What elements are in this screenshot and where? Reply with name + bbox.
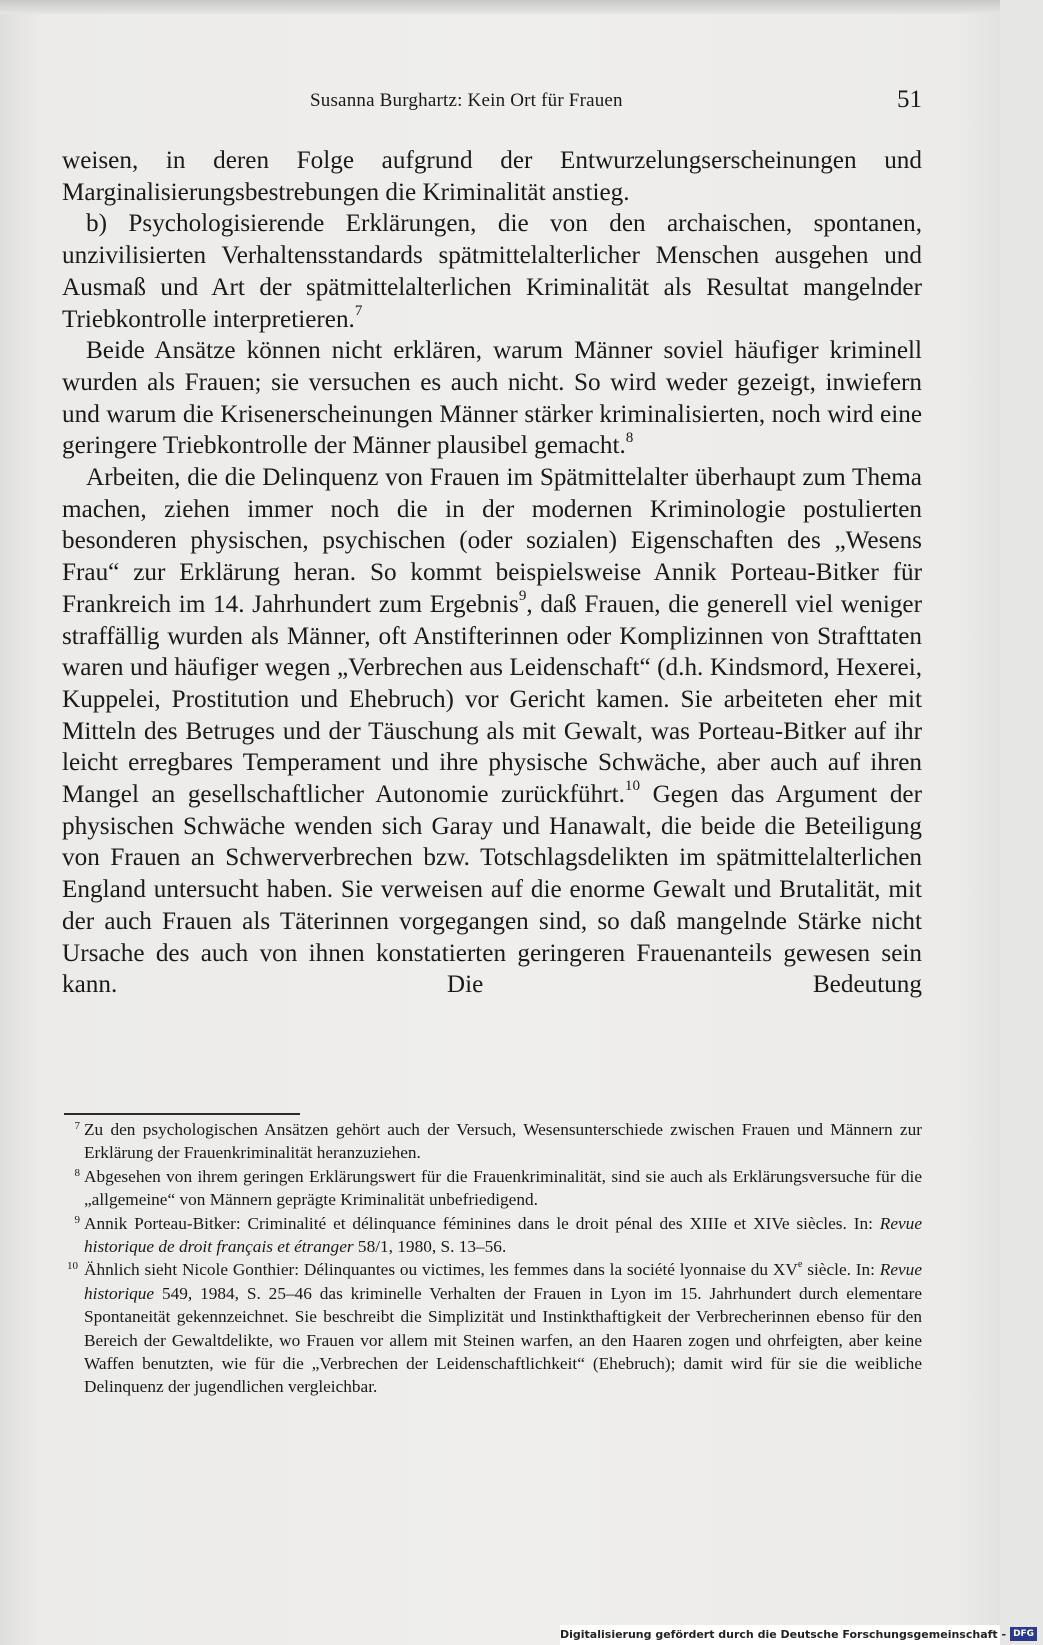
paragraph-3 [62,335,922,462]
paragraph-2-text: b) Psychologisierende Erklärungen, die von den archaischen, spontanen, unzivilisierten Verhaltensstandards spätmittelalterlicher Menschen ausgehen und Ausmaß und Art der spätmittelalterlichen Kriminalität als Resultat mangelnder Triebkontrolle interpretieren. [62,210,922,333]
footnote-ref-7: 7 [354,302,363,319]
footnote-10 [62,1258,922,1398]
footnote-text: 549, 1984, S. 25–46 das kriminelle Verhalten der Frauen in Lyon im 15. Jahrhundert durch elementare Spontaneität gekennzeichnet. Sie beschreibt die Simplizität und Instinkthaftigkeit der Verbrecherinnen ebenso für den Bereich der Gewaltdelikte, wo Frauen vor allem mit Steinen warfen, an den Haaren zogen und ohrfeigten, aber keine Waffen benutzten, wie für die „Verbrechen der Leidenschaftlichkeit“ (Ehebruch); damit wird für sie die weibliche Delinquenz der jugendlichen vergleichbar. [84,1283,922,1397]
footnotes [62,1118,922,1399]
paragraph-2 [62,208,922,335]
footnote-7 [62,1118,922,1165]
paragraph-1 [62,145,922,208]
paragraph-4 [62,462,922,1001]
footnote-text: Abgesehen von ihrem geringen Erklärungswert für die Frauenkriminalität, sind sie auch als Erklärungsversuche für die „allgemeine“ von Männern geprägte Kriminalität unbefriedigend. [84,1166,922,1210]
footnote-ref-10: 10 [624,778,641,795]
footer-text: Digitalisierung gefördert durch die Deutsche Forschungsgemeinschaft - [560,1628,1007,1641]
footnote-text: Zu den psychologischen Ansätzen gehört auch der Versuch, Wesensunterschiede zwischen Frauen und Männern zur Erklärung der Frauenkriminalität heranzuziehen. [84,1120,922,1163]
footnote-text: 58/1, 1980, S. 13–56. [353,1237,507,1257]
page-number: 51 [897,86,922,113]
digitization-footer [560,1625,1035,1645]
paragraph-1-text: weisen, in deren Folge aufgrund der Entwurzelungserscheinungen und Marginalisierungsbestrebungen die Kriminalität anstieg. [62,147,922,206]
main-text [62,145,922,1001]
footnote-8 [62,1165,922,1212]
superscript-e: e [797,1259,803,1271]
footnote-number: 10 [67,1260,78,1273]
paragraph-4-text-a: Arbeiten, die die Delinquenz von Frauen im Spätmittelalter überhaupt zum Thema machen, ziehen immer noch die in der modernen Kriminologie postulierten besonderen physischen, psychischen (oder sozialen) Eigenschaften des „Wesens Frau“ zur Erklärung heran. So kommt beispielsweise Annik Porteau-Bitker für Frankreich im 14. Jahrhundert zum Ergebnis [62,464,922,618]
footnote-ref-9: 9 [518,588,527,605]
journal-title: Revue historique [84,1260,922,1303]
footnote-number: 7 [74,1120,80,1132]
paragraph-4-text-b: , daß Frauen, die generell viel weniger straffällig wurden als Männer, oft Anstifterinnen oder Komplizinnen von Strafttaten waren und häufiger wegen „Verbrechen aus Leidenschaft“ (d.h. Kindsmord, Hexerei, Kuppelei, Prostitution und Ehebruch) vor Gericht kamen. Sie arbeiteten eher mit Mitteln des Betruges und der Täuschung als mit Gewalt, was Porteau-Bitker auf ihr leicht erregbares Temperament und ihre physische Schwäche, aber auch auf ihren Mangel an gesellschaftlicher Autonomie zurückführt. [62,590,922,809]
footnote-text: Annik Porteau-Bitker: Criminalité et délinquance féminines dans le droit pénal des XIIIe et XIVe siècles. In: [84,1213,880,1233]
page-header [62,88,922,118]
dfg-logo: DFG [1010,1627,1037,1641]
running-title: Susanna Burghartz: Kein Ort für Frauen [310,90,623,111]
footnote-text: siècle. In: [802,1260,880,1280]
footnote-separator [64,1113,300,1115]
footnote-number: 9 [74,1213,80,1226]
journal-title: Revue historique de droit français et étranger [84,1213,922,1257]
footnote-number: 8 [74,1166,80,1179]
paragraph-3-text: Beide Ansätze können nicht erklären, warum Männer soviel häufiger kriminell wurden als Frauen; sie versuchen es auch nicht. So wird weder gezeigt, inwiefern und warum die Krisenerscheinungen Männer stärker kriminalisierten, noch wird eine geringere Triebkontrolle der Männer plausibel gemacht. [62,337,922,460]
footnote-9 [62,1212,922,1259]
footnote-ref-8: 8 [625,429,634,446]
paragraph-4-text-c: Gegen das Argument der physischen Schwäche wenden sich Garay und Hanawalt, die beide die Beteiligung von Frauen an Schwerverbrechen bzw. Totschlagsdelikten im spätmittelalterlichen England untersucht haben. Sie verweisen auf die enorme Gewalt und Brutalität, mit der auch Frauen als Täterinnen vorgegangen sind, so daß mangelnde Stärke nicht Ursache des auch von ihnen konstatierten geringeren Frauenanteils gewesen sein kann. Die Bedeutung [62,781,922,999]
footnote-text: Ähnlich sieht Nicole Gonthier: Délinquantes ou victimes, les femmes dans la société lyonnaise du XV [84,1260,798,1280]
page-top-edge [0,0,1000,14]
